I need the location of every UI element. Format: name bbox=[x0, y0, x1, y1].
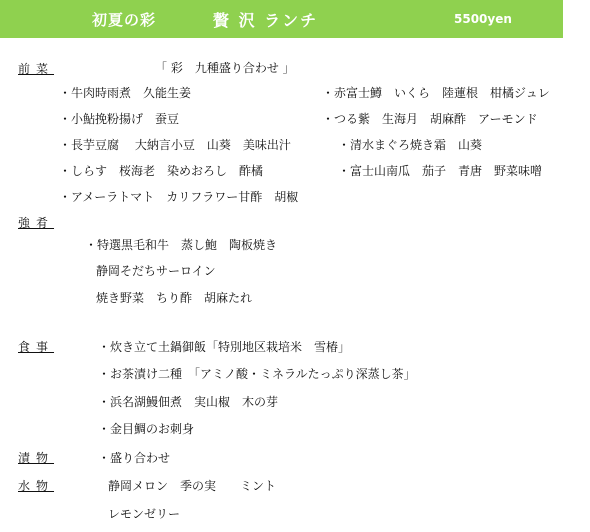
zensai-left-item: ・長芋豆腐 大納言小豆 山葵 美味出汁 bbox=[59, 138, 291, 152]
shokuji-item: ・浜名湖鰻佃煮 実山椒 木の芽 bbox=[98, 395, 279, 409]
kyouzakana-item: ・特選黒毛和牛 蒸し鮑 陶板焼き bbox=[85, 238, 278, 252]
zensai-left-item: ・しらす 桜海老 染めおろし 酢橘 bbox=[59, 164, 264, 178]
zensai-right-item: ・赤富士鱒 いくら 陸蓮根 柑橘ジュレ bbox=[322, 86, 550, 100]
zensai-left-item: ・小鮎挽粉揚げ 蚕豆 bbox=[59, 112, 180, 126]
zensai-right-item: ・富士山南瓜 茄子 青唐 野菜味噌 bbox=[338, 164, 543, 178]
menu-header-banner bbox=[0, 0, 563, 38]
zensai-left-item: ・牛肉時雨煮 久能生姜 bbox=[59, 86, 192, 100]
category-shokuji-label: 食事 bbox=[18, 340, 55, 354]
category-zensai-label: 前菜 bbox=[18, 62, 55, 76]
zensai-right-item: ・清水まぐろ焼き霜 山葵 bbox=[338, 138, 483, 152]
kyouzakana-item: 焼き野菜 ちり酢 胡麻たれ bbox=[96, 291, 253, 305]
category-mizumono-label: 水物 bbox=[18, 479, 55, 493]
category-tsukemono-label: 漬物 bbox=[18, 451, 55, 465]
zensai-right-item: ・つる紫 生海月 胡麻酢 アーモンド bbox=[322, 112, 538, 126]
mizumono-item: 静岡メロン 季の実 ミント bbox=[108, 479, 277, 493]
shokuji-item: ・炊き立て土鍋御飯「特別地区栽培米 雪椿」 bbox=[98, 340, 351, 354]
shokuji-item: ・お茶漬け二種 「アミノ酸・ミネラルたっぷり深蒸し茶」 bbox=[98, 367, 416, 381]
menu-title: 初夏の彩 bbox=[92, 11, 157, 29]
lunch-name: 贅 沢 ランチ bbox=[213, 11, 319, 30]
category-kyouzakana-label: 強肴 bbox=[18, 216, 55, 230]
zensai-left-item: ・アメーラトマト カリフラワー甘酢 胡椒 bbox=[59, 190, 299, 204]
shokuji-item: ・金目鯛のお刺身 bbox=[98, 422, 195, 436]
mizumono-item: レモンゼリー bbox=[108, 507, 181, 521]
price: 5500yen bbox=[454, 12, 512, 26]
zensai-subtitle: 「 彩 九種盛り合わせ 」 bbox=[155, 61, 295, 75]
tsukemono-item: ・盛り合わせ bbox=[98, 451, 171, 465]
kyouzakana-item: 静岡そだちサーロイン bbox=[96, 264, 216, 278]
